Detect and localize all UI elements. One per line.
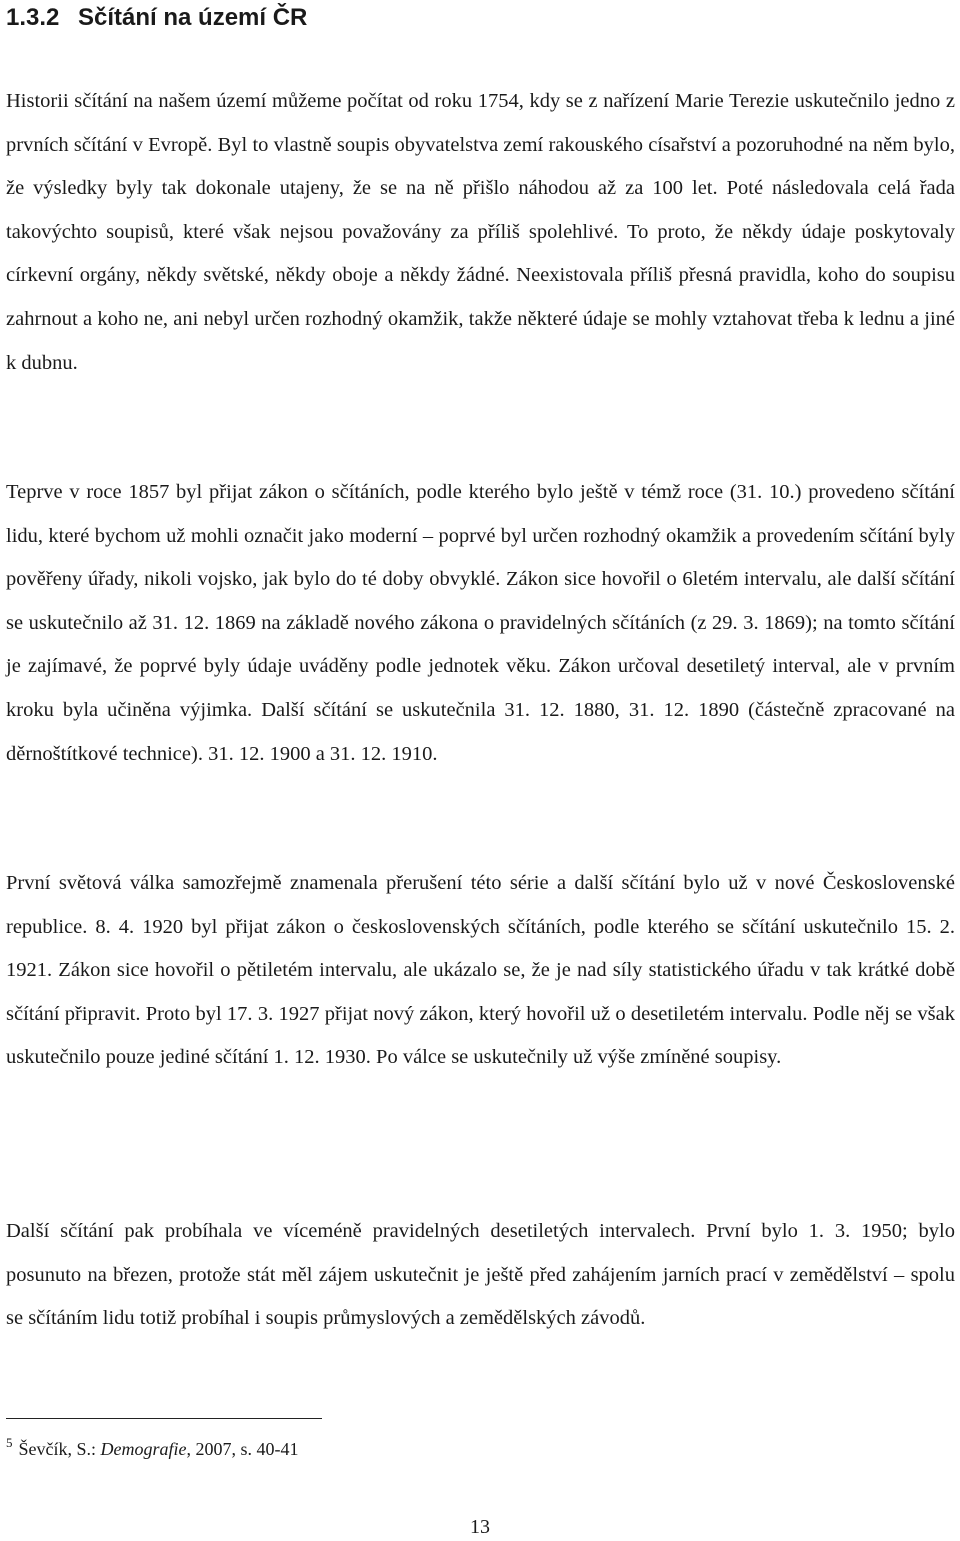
page-number: 13 [470, 1516, 490, 1538]
footnote-details: , 2007, s. 40-41 [186, 1439, 299, 1459]
footnote-author: Ševčík, S.: [18, 1439, 101, 1459]
footnote-separator [6, 1418, 322, 1419]
footnote-title: Demografie [100, 1439, 187, 1459]
paragraph-1857-law: Teprve v roce 1857 byl přijat zákon o sčítáních, podle kterého bylo ještě v témž roce (31. 10.) provedeno sčítání lidu, které bychom už mohli označit jako moderní – poprvé byl určen rozhodný okamžik a provedením sčítání byly pověřeny úřady, nikoli vojsko, jak bylo do té doby obvyklé. Zákon sice hovořil o 6letém intervalu, ale další sčítání se uskutečnilo až 31. 12. 1869 na základě nového zákona o pravidelných sčítáních (z 29. 3. 1869); na tomto sčítání je zajímavé, že poprvé byly údaje uváděny podle jednotek věku. Zákon určoval desetiletý interval, ale v prvním kroku byla učiněna výjimka. Další sčítání se uskutečnila 31. 12. 1880, 31. 12. 1890 (částečně zpracované na děrnoštítkové technice). 31. 12. 1900 a 31. 12. 1910. [6, 481, 955, 765]
section-title: Sčítání na území ČR [78, 4, 308, 31]
paragraph-first-republic: První světová válka samozřejmě znamenala přerušení této série a další sčítání bylo už v nové Československé republice. 8. 4. 1920 byl přijat zákon o československých sčítáních, podle kterého se sčítání uskutečnilo 15. 2. 1921. Zákon sice hovořil o pětiletém intervalu, ale ukázalo se, že je nad síly statistického úřadu v tak krátké době sčítání připravit. Proto byl 17. 3. 1927 přijat nový zákon, který hovořil už o desetiletém intervalu. Podle něj se však uskutečnilo pouze jediné sčítání 1. 12. 1930. Po válce se uskutečnily už výše zmíněné soupisy. [6, 872, 955, 1069]
paragraph-post-war: Další sčítání pak probíhala ve víceméně pravidelných desetiletých intervalech. První bylo 1. 3. 1950; bylo posunuto na březen, protože stát měl zájem uskutečnit je ještě před zahájením jarních prací v zemědělství – spolu se sčítáním lidu totiž probíhal i soupis průmyslových a zemědělských závodů. [6, 1220, 955, 1330]
section-heading [6, 2, 307, 34]
section-number: 1.3.2 [6, 4, 60, 31]
paragraph-history: Historii sčítání na našem území můžeme počítat od roku 1754, kdy se z nařízení Marie Terezie uskutečnilo jedno z prvních sčítání v Evropě. Byl to vlastně soupis obyvatelstva zemí rakouského císařství a pozoruhodné na něm bylo, že výsledky byly tak dokonale utajeny, že se na ně přišlo náhodou až za 100 let. Poté následovala celá řada takovýchto soupisů, které však nejsou považovány za příliš spolehlivé. To proto, že někdy údaje poskytovaly církevní orgány, někdy světské, někdy oboje a někdy žádné. Neexistovala příliš přesná pravidla, koho do soupisu zahrnout a koho ne, ani nebyl určen rozhodný okamžik, takže některé údaje se mohly vztahovat třeba k lednu a jiné k dubnu. [6, 90, 955, 374]
footnote [6, 1430, 299, 1462]
footnote-marker: 5 [6, 1435, 13, 1450]
